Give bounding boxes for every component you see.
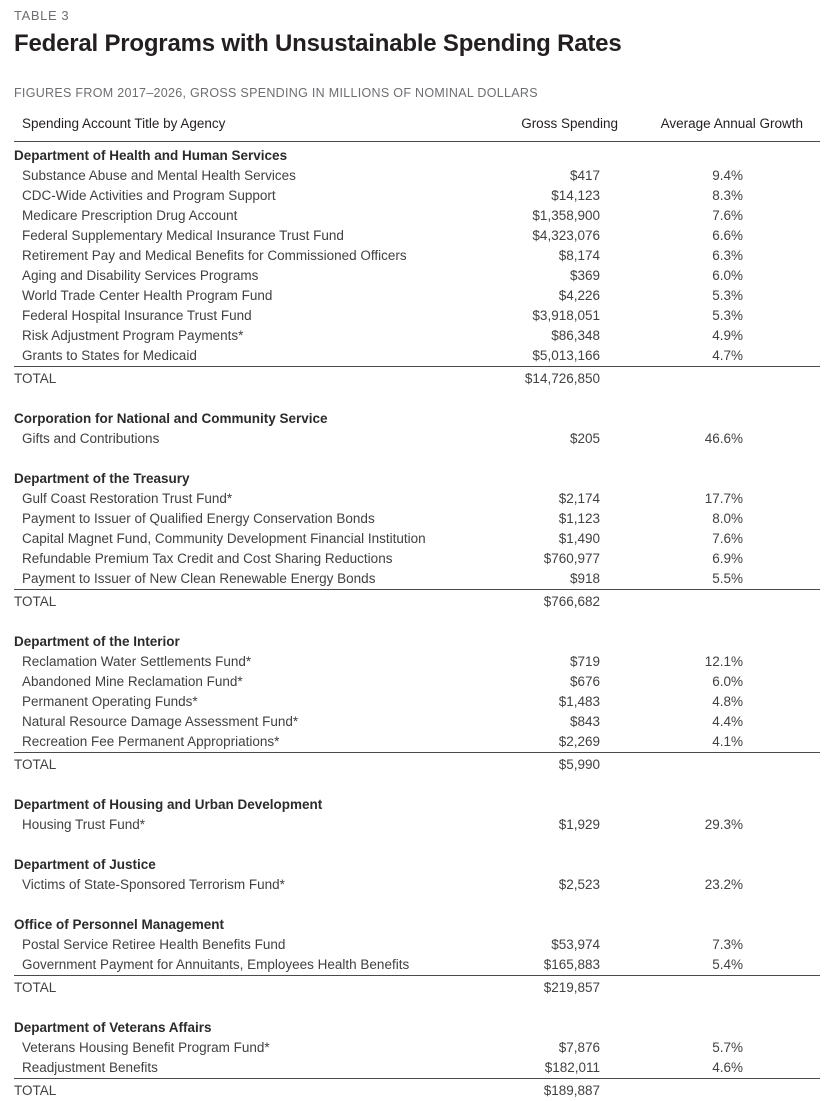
account-title-cell: Gulf Coast Restoration Trust Fund*	[22, 491, 233, 507]
gross-spending-cell: $369	[569, 268, 600, 284]
gross-spending-cell: $719	[569, 654, 600, 670]
total-row	[14, 753, 820, 776]
account-title-cell: Postal Service Retiree Health Benefits Fund	[22, 937, 286, 953]
spacer-cell	[14, 449, 488, 469]
gross-spending-cell: $86,348	[551, 328, 600, 344]
account-title-cell: Federal Hospital Insurance Trust Fund	[22, 308, 252, 324]
department-header-row	[14, 915, 820, 935]
growth-cell: 23.2%	[704, 877, 743, 893]
table-row	[14, 166, 820, 186]
account-title-cell: Aging and Disability Services Programs	[22, 268, 259, 284]
growth-cell: 5.4%	[712, 957, 743, 973]
total-spending-cell: $189,887	[488, 1079, 618, 1101]
account-title-cell: Veterans Housing Benefit Program Fund*	[22, 1040, 270, 1056]
account-title-cell: Readjustment Benefits	[22, 1060, 158, 1076]
gross-spending-cell: $53,974	[551, 937, 600, 953]
department-header-row	[14, 632, 820, 652]
table-row	[14, 429, 820, 449]
table-row	[14, 692, 820, 712]
table-subtitle: FIGURES FROM 2017–2026, GROSS SPENDING IN MILLIONS OF NOMINAL DOLLARS	[14, 86, 538, 101]
total-spending-cell: $5,990	[488, 753, 618, 776]
growth-cell: 4.1%	[712, 734, 743, 750]
gross-spending-cell: $2,174	[558, 491, 600, 507]
growth-cell: 6.0%	[712, 674, 743, 690]
gross-spending-cell: $4,323,076	[532, 228, 600, 244]
total-label-cell: TOTAL	[14, 367, 488, 390]
column-header-average-annual-growth: Average Annual Growth	[618, 115, 820, 142]
total-label-cell: TOTAL	[14, 590, 488, 613]
gross-spending-cell: $14,123	[551, 188, 600, 204]
growth-cell: 5.7%	[712, 1040, 743, 1056]
table-row	[14, 266, 820, 286]
growth-cell: 7.6%	[712, 208, 743, 224]
growth-cell: 29.3%	[704, 817, 743, 833]
account-title-cell: Recreation Fee Permanent Appropriations*	[22, 734, 280, 750]
gross-spending-cell: $1,490	[558, 531, 600, 547]
table-number-kicker: TABLE 3	[14, 8, 70, 23]
table-row	[14, 186, 820, 206]
table-row	[14, 712, 820, 732]
department-header-row	[14, 855, 820, 875]
account-title-cell: World Trade Center Health Program Fund	[22, 288, 273, 304]
table-row	[14, 672, 820, 692]
growth-cell: 8.0%	[712, 511, 743, 527]
gross-spending-cell: $182,011	[544, 1060, 600, 1076]
department-name: Department of the Interior	[14, 634, 180, 650]
account-title-cell: Abandoned Mine Reclamation Fund*	[22, 674, 243, 690]
account-title-cell: CDC-Wide Activities and Program Support	[22, 188, 276, 204]
growth-cell: 4.9%	[712, 328, 743, 344]
account-title-cell: Refundable Premium Tax Credit and Cost Sharing Reductions	[22, 551, 393, 567]
gross-spending-cell: $2,523	[558, 877, 600, 893]
section-spacer-row	[14, 895, 820, 915]
account-title-cell: Government Payment for Annuitants, Employees Health Benefits	[22, 957, 410, 973]
table-row	[14, 326, 820, 346]
department-name: Corporation for National and Community Service	[14, 411, 328, 427]
table-row	[14, 1038, 820, 1058]
department-header-row	[14, 409, 820, 429]
table-row	[14, 206, 820, 226]
gross-spending-cell: $3,918,051	[532, 308, 600, 324]
total-label-cell: TOTAL	[14, 1079, 488, 1101]
table-row	[14, 955, 820, 976]
table-row	[14, 226, 820, 246]
total-row	[14, 1079, 820, 1101]
account-title-cell: Retirement Pay and Medical Benefits for Commissioned Officers	[22, 248, 407, 264]
growth-cell: 5.3%	[712, 308, 743, 324]
growth-cell: 4.8%	[712, 694, 743, 710]
spacer-cell	[14, 612, 488, 632]
growth-cell: 5.5%	[712, 571, 743, 587]
growth-cell: 8.3%	[712, 188, 743, 204]
table-row	[14, 569, 820, 590]
spacer-cell	[14, 835, 488, 855]
table-body	[14, 142, 820, 1101]
spending-table	[14, 115, 820, 1101]
department-header-row	[14, 795, 820, 815]
table-row	[14, 652, 820, 672]
table-row	[14, 549, 820, 569]
total-spending-cell: $219,857	[488, 976, 618, 999]
section-spacer-row	[14, 449, 820, 469]
spacer-cell	[14, 998, 488, 1018]
gross-spending-cell: $417	[569, 168, 600, 184]
account-title-cell: Payment to Issuer of New Clean Renewable Energy Bonds	[22, 571, 376, 587]
growth-cell: 4.4%	[712, 714, 743, 730]
growth-cell: 46.6%	[704, 431, 743, 447]
gross-spending-cell: $7,876	[558, 1040, 600, 1056]
total-growth-cell	[618, 753, 820, 776]
total-spending-cell: $14,726,850	[488, 367, 618, 390]
section-spacer-row	[14, 998, 820, 1018]
growth-cell: 5.3%	[712, 288, 743, 304]
table-row	[14, 732, 820, 753]
total-growth-cell	[618, 1079, 820, 1101]
gross-spending-cell: $1,358,900	[532, 208, 600, 224]
account-title-cell: Natural Resource Damage Assessment Fund*	[22, 714, 299, 730]
gross-spending-cell: $205	[569, 431, 600, 447]
gross-spending-cell: $843	[569, 714, 600, 730]
department-name: Department of Veterans Affairs	[14, 1020, 212, 1036]
total-label-cell: TOTAL	[14, 976, 488, 999]
column-header-account-title: Spending Account Title by Agency	[14, 115, 488, 142]
gross-spending-cell: $4,226	[558, 288, 600, 304]
gross-spending-cell: $165,883	[543, 957, 600, 973]
table-row	[14, 815, 820, 835]
gross-spending-cell: $1,123	[558, 511, 600, 527]
department-header-row	[14, 1018, 820, 1038]
department-name: Department of the Treasury	[14, 471, 190, 487]
growth-cell: 9.4%	[712, 168, 743, 184]
growth-cell: 6.0%	[712, 268, 743, 284]
growth-cell: 7.6%	[712, 531, 743, 547]
total-spending-cell: $766,682	[488, 590, 618, 613]
growth-cell: 6.3%	[712, 248, 743, 264]
total-growth-cell	[618, 367, 820, 390]
account-title-cell: Permanent Operating Funds*	[22, 694, 198, 710]
gross-spending-cell: $918	[569, 571, 600, 587]
growth-cell: 4.7%	[712, 348, 743, 364]
growth-cell: 4.6%	[712, 1060, 743, 1076]
account-title-cell: Housing Trust Fund*	[22, 817, 146, 833]
total-growth-cell	[618, 590, 820, 613]
spacer-cell	[14, 895, 488, 915]
total-row	[14, 367, 820, 390]
table-row	[14, 875, 820, 895]
gross-spending-cell: $1,929	[558, 817, 600, 833]
table-row	[14, 346, 820, 367]
growth-cell: 17.7%	[704, 491, 743, 507]
department-name: Department of Justice	[14, 857, 156, 873]
total-growth-cell	[618, 976, 820, 999]
total-label-cell: TOTAL	[14, 753, 488, 776]
account-title-cell: Capital Magnet Fund, Community Development Financial Institution	[22, 531, 426, 547]
gross-spending-cell: $8,174	[558, 248, 600, 264]
total-row	[14, 590, 820, 613]
account-title-cell: Substance Abuse and Mental Health Services	[22, 168, 296, 184]
account-title-cell: Payment to Issuer of Qualified Energy Conservation Bonds	[22, 511, 375, 527]
table-header-row	[14, 115, 820, 142]
account-title-cell: Federal Supplementary Medical Insurance Trust Fund	[22, 228, 344, 244]
spacer-cell	[14, 389, 488, 409]
growth-cell: 6.6%	[712, 228, 743, 244]
table-row	[14, 509, 820, 529]
department-name: Office of Personnel Management	[14, 917, 225, 933]
table-row	[14, 935, 820, 955]
account-title-cell: Victims of State-Sponsored Terrorism Fund*	[22, 877, 285, 893]
department-header-row	[14, 142, 820, 167]
section-spacer-row	[14, 389, 820, 409]
column-header-gross-spending: Gross Spending	[488, 115, 618, 142]
page-title: Federal Programs with Unsustainable Spending Rates	[14, 30, 622, 57]
section-spacer-row	[14, 612, 820, 632]
gross-spending-cell: $676	[569, 674, 600, 690]
account-title-cell: Reclamation Water Settlements Fund*	[22, 654, 252, 670]
growth-cell: 12.1%	[704, 654, 743, 670]
growth-cell: 7.3%	[712, 937, 743, 953]
account-title-cell: Gifts and Contributions	[22, 431, 160, 447]
table-row	[14, 246, 820, 266]
department-name: Department of Housing and Urban Development	[14, 797, 323, 813]
gross-spending-cell: $1,483	[558, 694, 600, 710]
account-title-cell: Medicare Prescription Drug Account	[22, 208, 238, 224]
table-row	[14, 306, 820, 326]
gross-spending-cell: $5,013,166	[532, 348, 600, 364]
account-title-cell: Grants to States for Medicaid	[22, 348, 197, 364]
growth-cell: 6.9%	[712, 551, 743, 567]
table-row	[14, 286, 820, 306]
section-spacer-row	[14, 775, 820, 795]
spacer-cell	[14, 775, 488, 795]
table-row	[14, 529, 820, 549]
department-name: Department of Health and Human Services	[14, 148, 288, 164]
gross-spending-cell: $2,269	[558, 734, 600, 750]
account-title-cell: Risk Adjustment Program Payments*	[22, 328, 244, 344]
department-header-row	[14, 469, 820, 489]
table-row	[14, 489, 820, 509]
total-row	[14, 976, 820, 999]
gross-spending-cell: $760,977	[543, 551, 600, 567]
section-spacer-row	[14, 835, 820, 855]
